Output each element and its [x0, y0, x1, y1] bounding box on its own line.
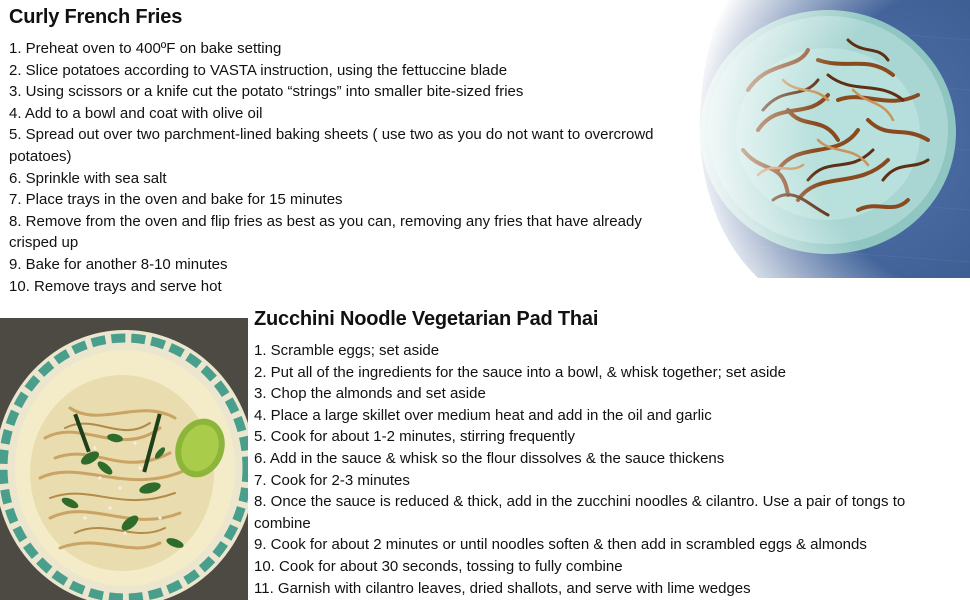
recipe-steps-pad-thai — [254, 340, 966, 599]
recipe-title-pad-thai: Zucchini Noodle Vegetarian Pad Thai — [254, 308, 599, 330]
recipe-step: 9. Bake for another 8-10 minutes — [9, 255, 228, 273]
recipe-step: 4. Add to a bowl and coat with olive oil — [9, 104, 263, 122]
recipe-step: 2. Slice potatoes according to VASTA instruction, using the fettuccine blade — [9, 61, 508, 79]
recipe-step: 3. Chop the almonds and set aside — [254, 385, 486, 403]
recipe-step: 8. Remove from the oven and flip fries as best as you can, removing any fries that have already crisped up — [9, 212, 642, 252]
recipe-step: 5. Spread out over two parchment-lined baking sheets ( use two as you do not want to overcrowd potatoes) — [9, 126, 654, 165]
recipe-step: 7. Cook for 2-3 minutes — [254, 471, 410, 489]
recipe-step: 10. Cook for about 30 seconds, tossing to fully combine — [254, 557, 623, 575]
pad-thai-photo — [0, 318, 248, 600]
recipe-step: 6. Add in the sauce & whisk so the flour dissolves & the sauce thickens — [254, 449, 725, 467]
recipe-step: 1. Preheat oven to 400ºF on bake setting — [9, 40, 282, 57]
recipe-step: 9. Cook for about 2 minutes or until noodles soften & then add in scrambled eggs & almonds — [254, 536, 867, 554]
recipe-step: 6. Sprinkle with sea salt — [9, 169, 167, 187]
recipe-step: 11. Garnish with cilantro leaves, dried shallots, and serve with lime wedges — [254, 579, 751, 597]
recipe-step: 10. Remove trays and serve hot — [9, 277, 222, 295]
curly-fries-photo — [688, 0, 970, 278]
recipe-step: 3. Using scissors or a knife cut the potato “strings” into smaller bite-sized fries — [9, 83, 524, 101]
recipe-step: 7. Place trays in the oven and bake for 15 minutes — [9, 191, 343, 209]
recipe-steps-curly-fries — [9, 38, 681, 297]
recipe-step: 8. Once the sauce is reduced & thick, add in the zucchini noodles & cilantro. Use a pair of tongs to combine — [254, 493, 906, 532]
recipe-step: 1. Scramble eggs; set aside — [254, 342, 440, 359]
recipe-title-curly-fries: Curly French Fries — [9, 6, 183, 28]
recipe-step: 2. Put all of the ingredients for the sauce into a bowl, & whisk together; set aside — [254, 363, 786, 381]
recipe-step: 5. Cook for about 1-2 minutes, stirring frequently — [254, 428, 575, 446]
recipe-step: 4. Place a large skillet over medium heat and add in the oil and garlic — [254, 406, 712, 424]
